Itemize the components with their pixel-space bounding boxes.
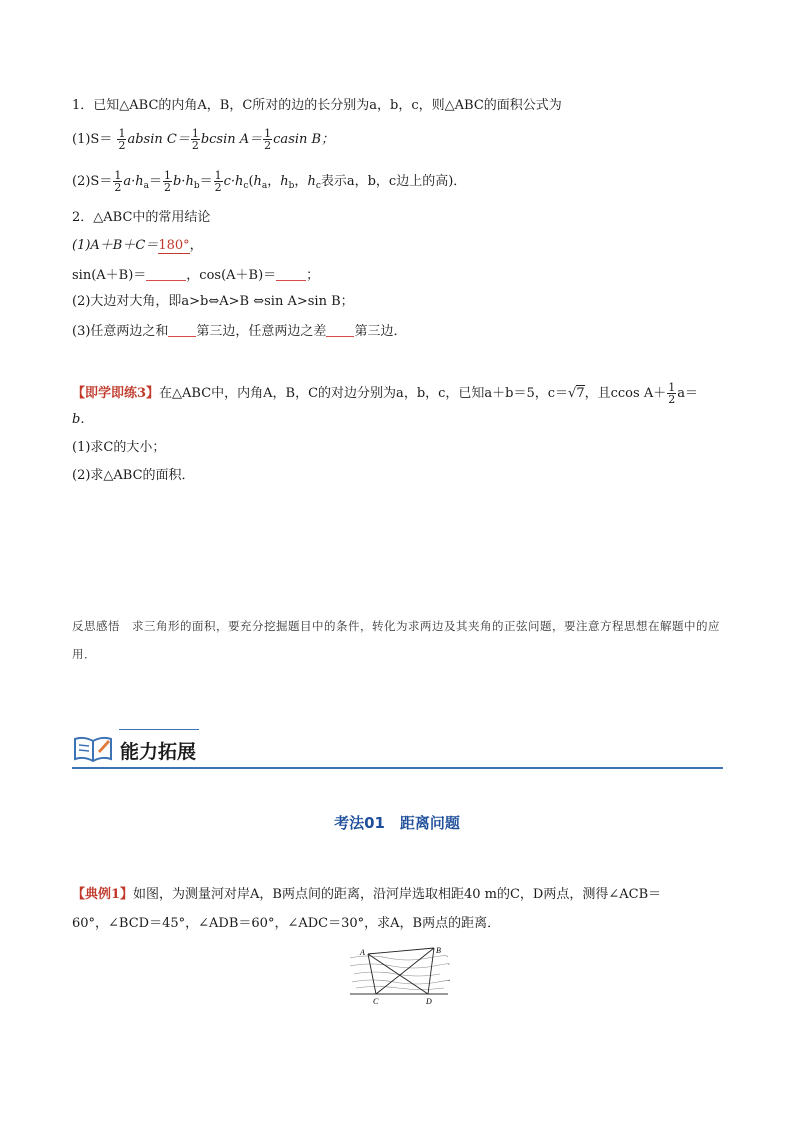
practice-q1: (1)求C的大小；: [72, 440, 166, 455]
sqrt-symbol: √7: [568, 386, 585, 401]
half-fraction: $\frac{1}{2}$: [114, 169, 122, 194]
item2-heading: 2．△ABC中的常用结论: [72, 210, 211, 225]
river-waves: [350, 956, 450, 990]
point-d-label: D: [426, 997, 432, 1006]
section-title: 能力拓展: [120, 741, 197, 763]
practice-tag: 【即学即练3】: [72, 386, 160, 401]
half-fraction: $\frac{1}{2}$: [118, 127, 126, 152]
practice-cont: b.: [72, 412, 85, 427]
area-formula-2: (2)S＝ $\frac{1}{2}$ $a\cdot h_a=$ $\frac{1}{2}$ $b\cdot h_b=$ $\frac{1}{2}$ $c\cdot h_c(h_a$，$h_b$，$h_c$表示a，b，c边上的高)．: [72, 169, 467, 194]
section-rule: [72, 767, 723, 769]
sin-cos-line: sin(A＋B)＝ ，cos(A＋B)＝ ；: [72, 268, 320, 283]
point-a-label: A: [360, 948, 365, 957]
triangle-inequality-line: (3)任意两边之和 第三边，任意两边之差 第三边．: [72, 324, 407, 339]
point-c-label: C: [373, 997, 379, 1006]
open-book-icon: [72, 731, 114, 765]
practice-q2: (2)求△ABC的面积．: [72, 468, 195, 483]
angle-sum-line: (1)A＋B＋C＝180°，: [72, 238, 203, 253]
point-b-label: B: [436, 946, 441, 955]
area-formula-1: (1)S＝ $\frac{1}{2}$ absin C＝ $\frac{1}{2}$ bcsin A＝ $\frac{1}{2}$ casin B；: [72, 127, 335, 152]
example-line-1: 【典例1】如图，为测量河对岸A，B两点间的距离，沿河岸选取相距40 m的C，D两点，测得∠ACB＝: [72, 887, 662, 902]
method-title: 考法01 距离问题: [334, 814, 460, 832]
big-side-line: (2)大边对大角，即a>b⇔A>B ⇔sin A>sin B；: [72, 294, 354, 309]
section-header: [72, 725, 723, 769]
half-fraction: $\frac{1}{2}$: [163, 169, 171, 194]
river-distance-figure: [348, 944, 450, 1008]
practice-line: 【即学即练3】在△ABC中，内角A，B，C的对边分别为a，b，c，已知a＋b＝5，c＝√7，且ccos A＋ $\frac{1}{2}$ a＝: [72, 381, 698, 406]
example-line-2: 60°，∠BCD＝45°，∠ADB＝60°，∠ADC＝30°，求A，B两点的距离．: [72, 916, 501, 931]
reflection-note: 反思感悟 求三角形的面积，要充分挖掘题目中的条件，转化为求两边及其夹角的正弦问题，要注意方程思想在解题中的应用．: [72, 619, 720, 661]
cos-blank[interactable]: [276, 266, 306, 281]
sum-blank[interactable]: [168, 322, 196, 337]
example-tag: 【典例1】: [72, 887, 134, 902]
half-fraction: $\frac{1}{2}$: [264, 127, 272, 152]
triangle-lines: [368, 948, 434, 994]
diff-blank[interactable]: [326, 322, 354, 337]
angle-sum-answer: 180°: [158, 238, 190, 253]
half-fraction: $\frac{1}{2}$: [668, 381, 676, 406]
item1-intro: 1．已知△ABC的内角A，B，C所对的边的长分别为a，b，c，则△ABC的面积公式为: [72, 98, 562, 113]
half-fraction: $\frac{1}{2}$: [214, 169, 222, 194]
sin-blank[interactable]: [146, 266, 186, 281]
section-top-rule: [119, 729, 199, 730]
half-fraction: $\frac{1}{2}$: [191, 127, 199, 152]
